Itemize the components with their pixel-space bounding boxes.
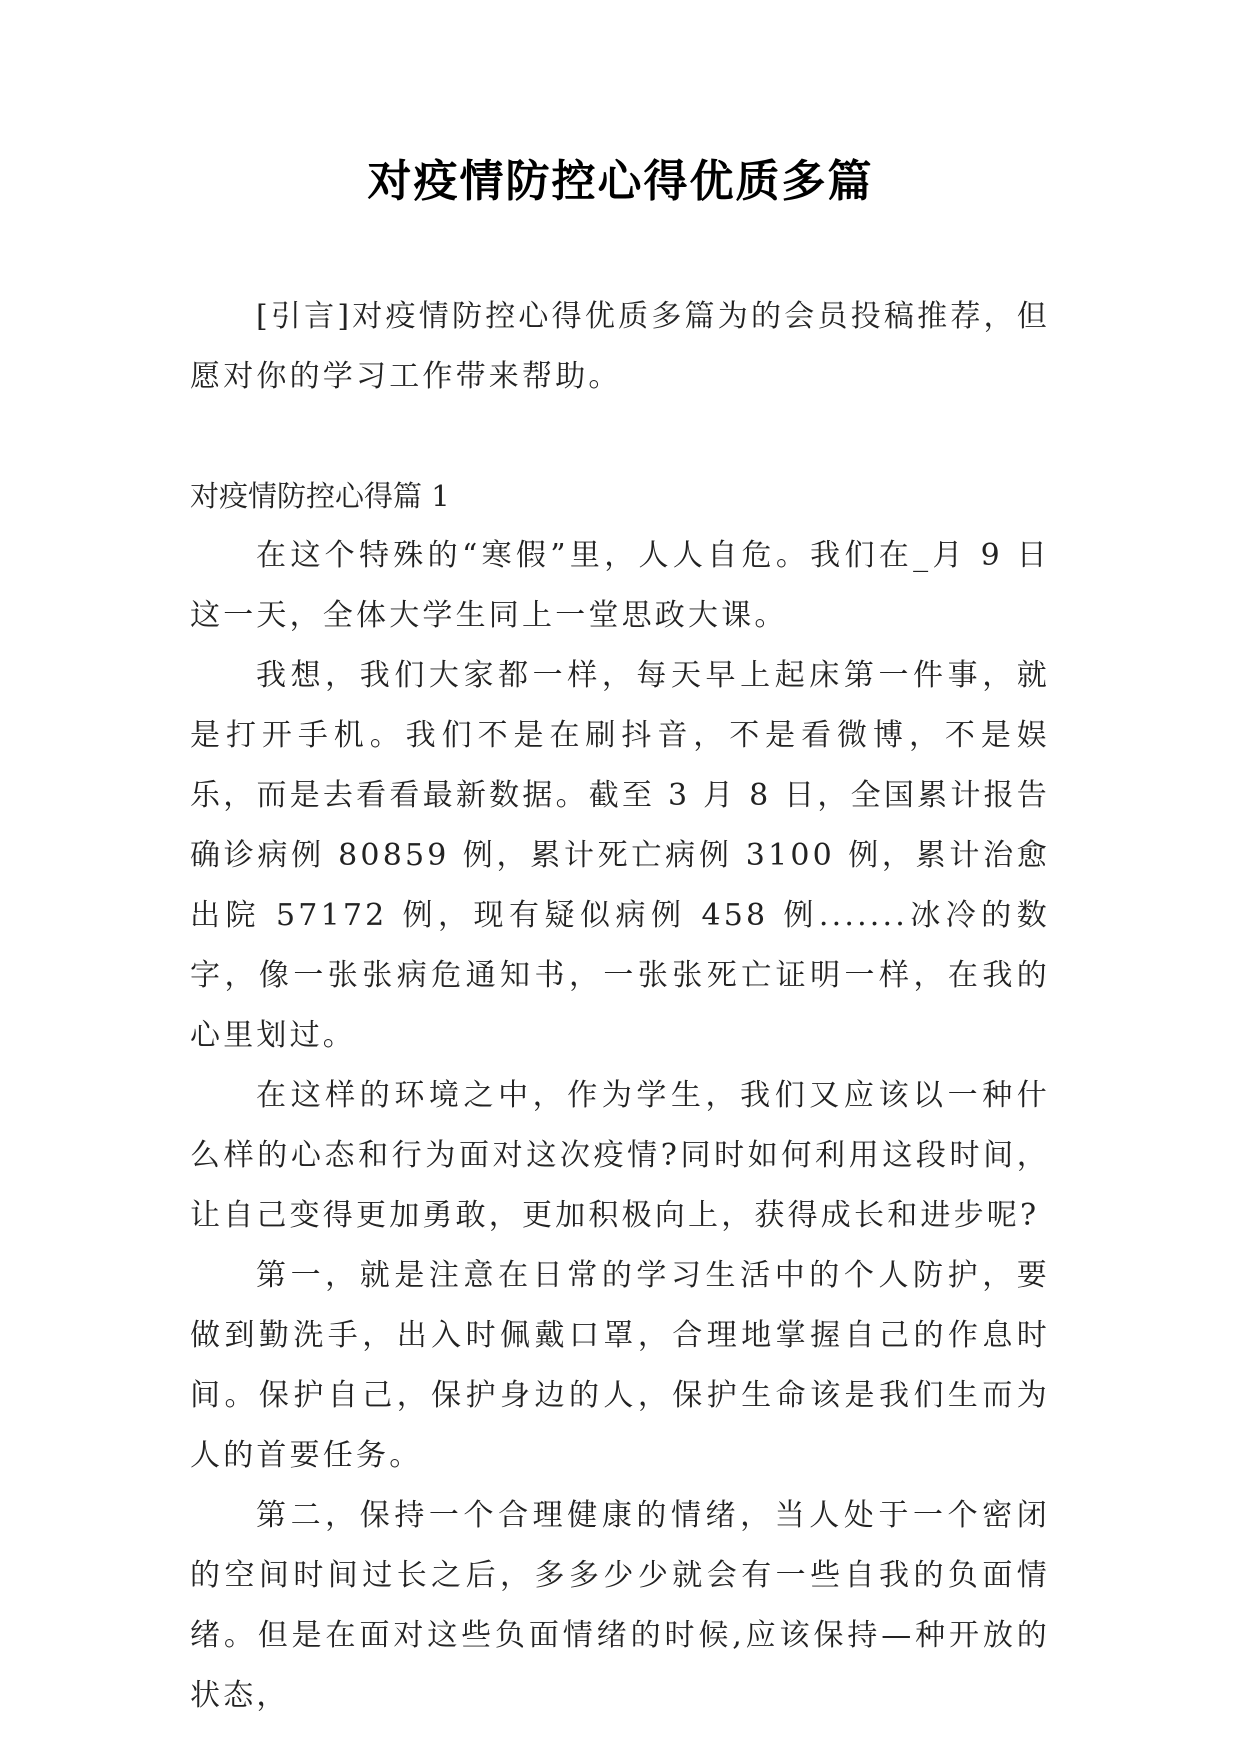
document-body (190, 287, 1050, 1726)
section-heading: 对疫情防控心得篇 1 (190, 479, 450, 513)
body-paragraph: 我想，我们大家都一样，每天早上起床第一件事，就是打开手机。我们不是在刷抖音，不是看微博，不是娱乐，而是去看看最新数据。截至 3 月 8 日，全国累计报告确诊病例 80859 例，累计死亡病例 3100 例，累计治愈出院 57172 例，现有疑似病例 458 例.......冰冷的数字，像一张张病危通知书，一张张死亡证明一样，在我的心里划过。 (190, 658, 1050, 1053)
intro-paragraph: [引言]对疫情防控心得优质多篇为的会员投稿推荐，但愿对你的学习工作带来帮助。 (190, 299, 1050, 394)
body-paragraph: 在这样的环境之中，作为学生，我们又应该以一种什么样的心态和行为面对这次疫情?同时如何利用这段时间，让自己变得更加勇敢，更加积极向上，获得成长和进步呢? (190, 1078, 1050, 1233)
body-paragraph: 第二，保持一个合理健康的情绪，当人处于一个密闭的空间时间过长之后，多多少少就会有一些自我的负面情绪。但是在面对这些负面情绪的时候,应该保持—种开放的状态， (190, 1498, 1050, 1713)
body-paragraph: 在这个特殊的“寒假”里，人人自危。我们在_月 9 日这一天，全体大学生同上一堂思政大课。 (190, 538, 1050, 633)
body-paragraph: 第一，就是注意在日常的学习生活中的个人防护，要做到勤洗手，出入时佩戴口罩，合理地掌握自己的作息时间。保护自己，保护身边的人，保护生命该是我们生而为人的首要任务。 (190, 1258, 1050, 1473)
document-title: 对疫情防控心得优质多篇 (367, 156, 874, 207)
